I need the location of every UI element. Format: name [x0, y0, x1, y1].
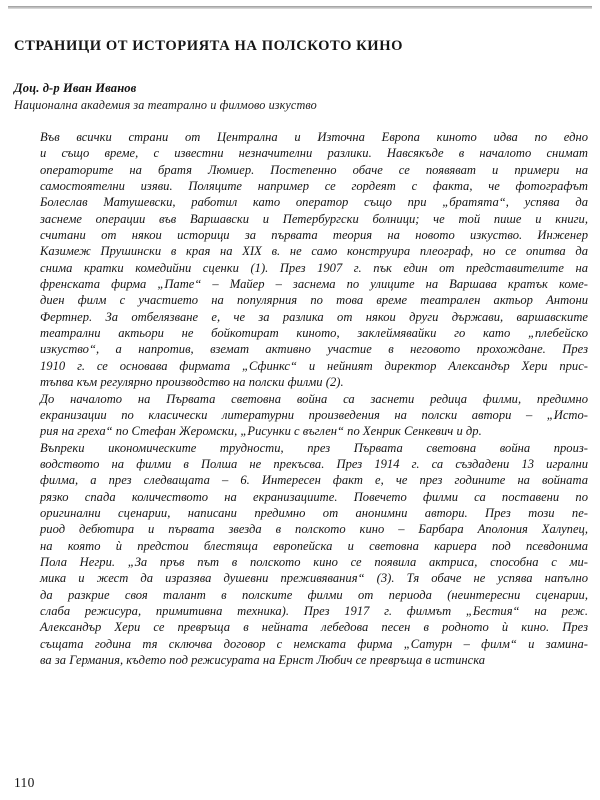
text-line: снима кратки комедийни сценки (1). През 1907 г. пък един от представителите на — [40, 260, 588, 275]
text-line: диен филм с участието на популярния по това време театрален актьор Антони — [40, 293, 588, 308]
page-number: 110 — [14, 775, 35, 790]
text-line: изкуство“, а напротив, вземат активно участие в неговото прохождане. През — [40, 342, 588, 357]
text-line: водството на филми в Полша не прекъсва. През 1914 г. са създадени 13 игрални — [40, 456, 588, 471]
author-affiliation: Национална академия за театрално и филмово изкуство — [14, 98, 317, 112]
text-line: считани от някои историци за първата теория на новото изкуство. Инженер — [40, 228, 588, 243]
paragraph-2 — [14, 391, 588, 440]
text-line: Болеслав Матушевски, работил като оператор също при „братята“, успява да — [40, 195, 588, 210]
text-line: и също време, с известни незначителни разлики. Навсякъде в началото снимат — [40, 146, 588, 161]
paragraph-1 — [14, 129, 588, 391]
text-line: Въпреки икономическите трудности, през Първата световна война произ- — [40, 440, 588, 455]
text-line: мика и жест да изразява душевни преживявания“ (3). Тя обаче не успява напълно — [40, 571, 588, 586]
text-line: заснеме операции във Варшавски и Петербургски болници; че той пише и книги, — [40, 211, 588, 226]
text-line: филма, а през следващата – 6. Интересен факт е, че през годините на войната — [40, 473, 588, 488]
text-line: оригинални сценарии, написани предимно от анонимни автори. През този пе- — [40, 505, 588, 520]
text-line: Пола Негри. „За пръв път в полското кино се появила актриса, способна с ми- — [40, 554, 588, 569]
text-line: Александър Хери се превръща в нейната лебедова песен в родното ѝ кино. През — [40, 620, 588, 635]
text-line: операторите на братя Люмиер. Постепенно обаче се появяват и примери на — [40, 162, 588, 177]
text-line: До началото на Първата световна война са заснети редица филми, предимно — [40, 391, 588, 406]
page-content — [14, 38, 588, 668]
text-line: същата година тя сключва договор с немската фирма „Сатурн – филм“ и замина- — [40, 636, 588, 651]
text-line: театрални актьори не бойкотират киното, заклеймявайки го като „плебейско — [40, 326, 588, 341]
text-line: самостоятелни изяви. Поляците например се гордеят с факта, че фотографът — [40, 179, 588, 194]
text-line: рязко спада количеството на екранизациите. Повечето филми са поставени по — [40, 489, 588, 504]
text-line: френската фирма „Пате“ – Майер – заснема по улиците на Варшава кратък коме- — [40, 277, 588, 292]
author-block — [14, 81, 588, 113]
text-line: рия на греха“ по Стефан Жеромски, „Рисунки с въглен“ по Хенрик Сенкевич и др. — [40, 424, 482, 439]
text-line: Фертнер. За отбелязване е, че за разлика от някои други държави, варшавските — [40, 309, 588, 324]
page-title: СТРАНИЦИ ОТ ИСТОРИЯТА НА ПОЛСКОТО КИНО — [14, 38, 404, 54]
text-line: тъпва към регулярно производство на полски филми (2). — [40, 375, 344, 390]
text-line: слаба режисура, примитивна техника). През 1917 г. филмът „Бестия“ на реж. — [40, 603, 588, 618]
author-name: Доц. д-р Иван Иванов — [14, 81, 137, 95]
text-line: Във всички страни от Централна и Източна Европа киното идва по едно — [40, 130, 588, 144]
text-line: ва за Германия, където под режисурата на Ернст Любич се превръща в истинска — [40, 653, 486, 667]
paragraph-3 — [14, 440, 588, 669]
header-rule — [8, 6, 592, 9]
text-line: да разкрие своя талант в полските филми от периода (неинтересни сценарии, — [40, 587, 588, 602]
text-line: Казимеж Прушински в края на XIX в. не само конструира плеограф, но се опитва да — [40, 244, 588, 259]
text-line: на която ѝ предстои блестяща европейска и световна кариера под псевдонима — [40, 538, 588, 553]
text-line: екранизации по класически литературни произведения на полски автори – „Исто- — [40, 407, 588, 422]
text-line: 1910 г. се основава фирмата „Сфинкс“ и нейният директор Александър Хери прис- — [40, 358, 588, 373]
article-body — [14, 129, 588, 668]
text-line: риод дебютира и първата звезда в полското кино – Барбара Аполония Халупец, — [40, 522, 588, 537]
